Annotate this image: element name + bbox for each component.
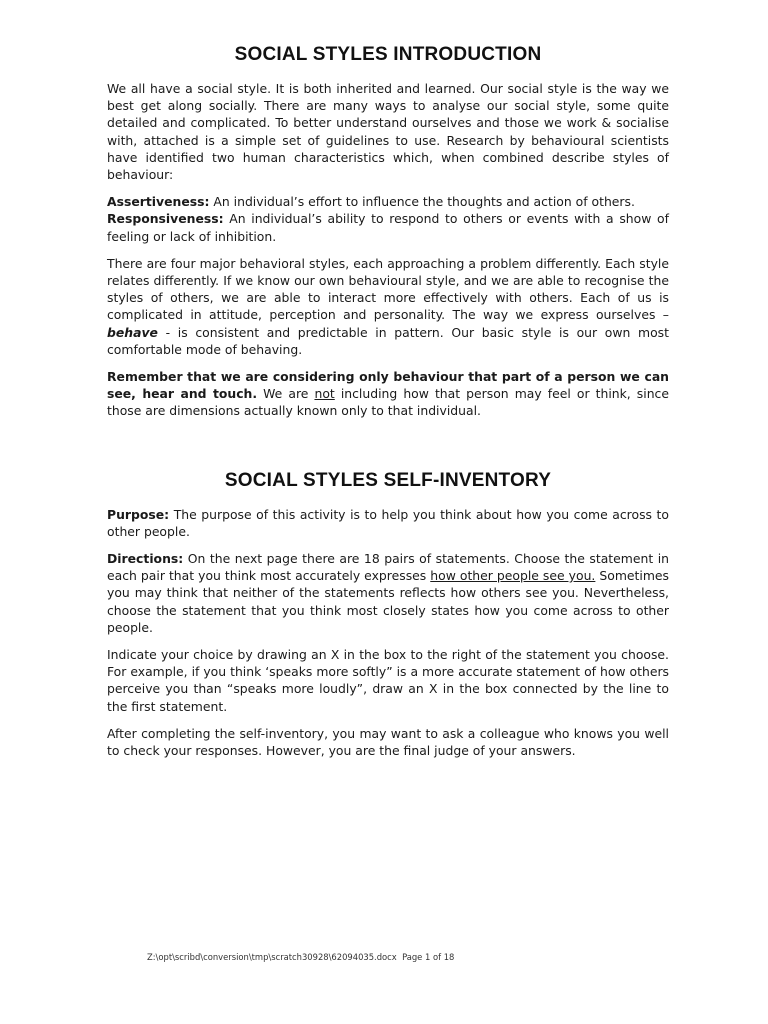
intro-paragraph: We all have a social style. It is both inherited and learned. Our social style is the way we best get along socially. There are many ways to analyse our social style, some quite detailed and complicated. To better understand ourselves and those we work & socialise with, attached is a simple set of guidelines to use. Research by behavioural scientists have identified two human characteristics which, when combined describe styles of behaviour: bbox=[107, 81, 669, 183]
directions-paragraph bbox=[107, 550, 669, 636]
styles-paragraph bbox=[107, 255, 669, 358]
assertiveness-definition bbox=[107, 193, 669, 210]
section-title-self-inventory: SOCIAL STYLES SELF-INVENTORY bbox=[224, 469, 552, 491]
responsiveness-text: An individual’s ability to respond to others or events with a show of feeling or lack of inhibition. bbox=[107, 211, 669, 244]
remember-text-1: We are bbox=[257, 386, 315, 402]
directions-text-2: Sometimes you may think that neither of the statements reflects how others see you. Nevertheless, choose the statement that you think most closely states how you come across to other people. bbox=[107, 568, 669, 635]
remember-paragraph bbox=[107, 368, 669, 420]
purpose-term: Purpose: bbox=[107, 506, 170, 522]
section-title-introduction: SOCIAL STYLES INTRODUCTION bbox=[234, 44, 542, 65]
after-paragraph: After completing the self-inventory, you may want to ask a colleague who knows you well to check your responses. However, you are the final judge of your answers. bbox=[107, 725, 669, 759]
remember-bold: Remember that we are considering only behaviour that part of a person we can see, hear and touch. bbox=[107, 369, 669, 402]
styles-text-2: - is consistent and predictable in pattern. Our basic style is our own most comfortable mode of behaving. bbox=[107, 324, 669, 357]
directions-term: Directions: bbox=[107, 551, 184, 567]
not-underlined: not bbox=[314, 386, 335, 402]
remember-text-2: including how that person may feel or think, since those are dimensions actually known only to that individual. bbox=[107, 386, 669, 419]
behave-emphasis: behave bbox=[107, 324, 158, 340]
indicate-paragraph: Indicate your choice by drawing an X in the box to the right of the statement you choose. For example, if you think ‘speaks more softly” is a more accurate statement of how others perceive you than “speaks more loudly”, draw an X in the box connected by the line to the first statement. bbox=[107, 647, 669, 714]
responsiveness-definition bbox=[107, 210, 669, 244]
footer-path: Z:\opt\scribd\conversion\tmp\scratch30928\62094035.docx bbox=[147, 952, 397, 962]
how-others-see-you-underlined: how other people see you. bbox=[430, 568, 596, 584]
footer-page-number: Page 1 of 18 bbox=[402, 952, 455, 962]
assertiveness-term: Assertiveness: bbox=[107, 194, 210, 210]
responsiveness-term: Responsiveness: bbox=[107, 211, 224, 227]
directions-text-1: On the next page there are 18 pairs of statements. Choose the statement in each pair that you think most accurately expresses bbox=[107, 551, 669, 584]
document-page bbox=[107, 44, 669, 759]
assertiveness-text: An individual’s effort to influence the thoughts and action of others. bbox=[209, 194, 635, 210]
page-footer bbox=[147, 952, 454, 962]
purpose-paragraph bbox=[107, 506, 669, 540]
styles-text-1: There are four major behavioral styles, each approaching a problem differently. Each style relates differently. If we know our own behavioural style, and we are able to recognise the styles of others, we are able to interact more effectively with others. Each of us is complicated in attitude, perception and personality. The way we express ourselves – bbox=[107, 255, 669, 323]
purpose-text: The purpose of this activity is to help you think about how you come across to other people. bbox=[107, 506, 669, 539]
